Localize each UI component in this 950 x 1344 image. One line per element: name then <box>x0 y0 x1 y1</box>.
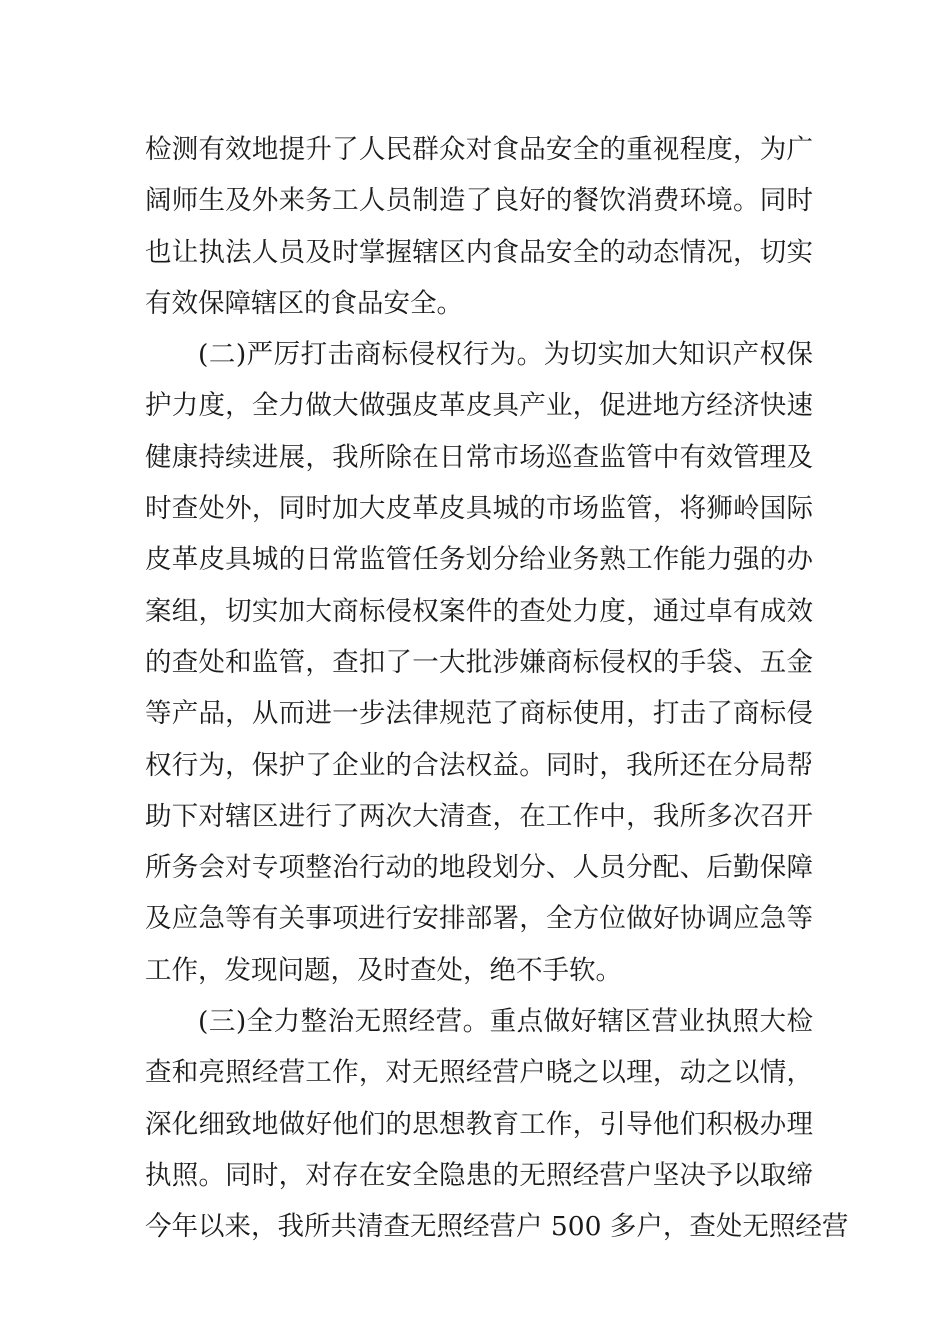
text-line: 所务会对专项整治行动的地段划分、人员分配、后勤保障 <box>145 852 813 884</box>
text-line: 的查处和监管，查扣了一大批涉嫌商标侵权的手袋、五金 <box>145 646 813 678</box>
section-heading-line: (三)全力整治无照经营。重点做好辖区营业执照大检 <box>198 1006 813 1038</box>
text-line: 阔师生及外来务工人员制造了良好的餐饮消费环境。同时 <box>145 185 813 217</box>
section-heading-line: (二)严厉打击商标侵权行为。为切实加大知识产权保 <box>198 339 813 371</box>
text-line: 权行为，保护了企业的合法权益。同时，我所还在分局帮 <box>145 749 813 781</box>
text-line: 案组，切实加大商标侵权案件的查处力度，通过卓有成效 <box>145 595 813 627</box>
paragraph-end-line: 工作，发现问题，及时查处，绝不手软。 <box>145 954 622 986</box>
text-line: 等产品，从而进一步法律规范了商标使用，打击了商标侵 <box>145 698 813 730</box>
paragraph-end-line: 有效保障辖区的食品安全。 <box>145 287 463 319</box>
text-line: 护力度，全力做大做强皮革皮具产业，促进地方经济快速 <box>145 390 813 422</box>
body-text <box>145 124 849 1253</box>
text-line: 查和亮照经营工作，对无照经营户晓之以理，动之以情， <box>145 1057 813 1089</box>
text-line: 助下对辖区进行了两次大清查，在工作中，我所多次召开 <box>145 800 813 832</box>
text-line: 及应急等有关事项进行安排部署，全方位做好协调应急等 <box>145 903 813 935</box>
text-line: 深化细致地做好他们的思想教育工作，引导他们积极办理 <box>145 1108 813 1140</box>
text-line: 检测有效地提升了人民群众对食品安全的重视程度，为广 <box>145 134 813 165</box>
text-line: 皮革皮具城的日常监管任务划分给业务熟工作能力强的办 <box>145 544 813 576</box>
text-line: 执照。同时，对存在安全隐患的无照经营户坚决予以取缔 <box>145 1159 813 1191</box>
text-line: 健康持续进展，我所除在日常市场巡查监管中有效管理及 <box>145 441 813 473</box>
text-line: 也让执法人员及时掌握辖区内食品安全的动态情况，切实 <box>145 236 813 268</box>
text-line: 今年以来，我所共清查无照经营户 500 多户，查处无照经营 <box>145 1211 849 1243</box>
text-line: 时查处外，同时加大皮革皮具城的市场监管，将狮岭国际 <box>145 493 813 525</box>
